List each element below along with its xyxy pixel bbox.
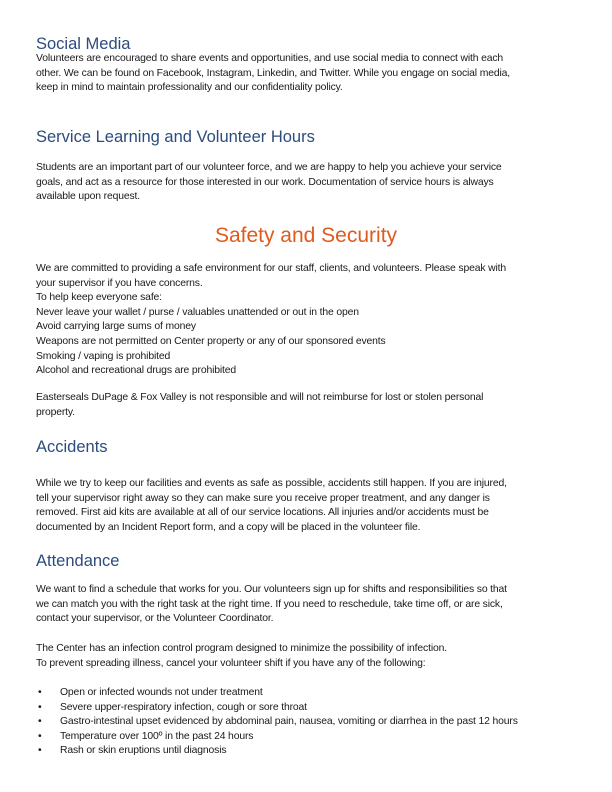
paragraph-line: removed. First aid kits are available at all of our service locations. All injuries and/or accidents must be <box>36 507 489 519</box>
service-learning-heading: Service Learning and Volunteer Hours <box>36 128 315 146</box>
list-item <box>36 744 581 759</box>
list-item <box>36 701 581 716</box>
list-item-text: Gastro-intestinal upset evidenced by abdominal pain, nausea, vomiting or diarrhea in the past 12 hours <box>60 716 518 728</box>
infection-control-paragraph <box>36 642 576 671</box>
safety-rule: Weapons are not permitted on Center property or any of our sponsored events <box>36 335 386 347</box>
accidents-paragraph <box>36 477 576 535</box>
paragraph-line: your supervisor if you have concerns. <box>36 277 203 289</box>
social-media-paragraph <box>36 52 576 96</box>
paragraph-line: documented by an Incident Report form, and a copy will be placed in the volunteer file. <box>36 521 421 533</box>
liability-disclaimer <box>36 391 576 420</box>
list-item <box>36 715 581 730</box>
safety-rule: Alcohol and recreational drugs are prohibited <box>36 365 237 377</box>
list-item-text: Open or infected wounds not under treatment <box>60 687 263 698</box>
bullet-icon: • <box>38 730 42 742</box>
attendance-paragraph <box>36 583 576 627</box>
paragraph-line: Easterseals DuPage & Fox Valley is not responsible and will not reimburse for lost or stolen personal <box>36 392 484 403</box>
list-item <box>36 686 581 701</box>
illness-symptom-list <box>36 686 581 759</box>
attendance-heading: Attendance <box>36 552 120 570</box>
accidents-heading: Accidents <box>36 438 108 456</box>
paragraph-line: We want to find a schedule that works for you. Our volunteers sign up for shifts and responsibilities so that <box>36 584 507 595</box>
service-learning-paragraph <box>36 161 576 205</box>
paragraph-line: While we try to keep our facilities and events as safe as possible, accidents still happen. If you are injured, <box>36 478 507 489</box>
list-item-text: Temperature over 100º in the past 24 hours <box>60 730 254 742</box>
safety-paragraph <box>36 262 576 379</box>
paragraph-line: To help keep everyone safe: <box>36 292 162 304</box>
list-item-text: Severe upper-respiratory infection, cough or sore throat <box>60 701 307 713</box>
paragraph-line: Students are an important part of our volunteer force, and we are happy to help you achieve your service <box>36 162 502 173</box>
paragraph-line: keep in mind to maintain professionality and our confidentiality policy. <box>36 82 343 94</box>
social-media-heading: Social Media <box>36 35 131 53</box>
list-item <box>36 730 581 745</box>
paragraph-line: To prevent spreading illness, cancel your volunteer shift if you have any of the following: <box>36 657 426 669</box>
paragraph-line: property. <box>36 406 75 418</box>
paragraph-line: contact your supervisor, or the Volunteer Coordinator. <box>36 613 274 625</box>
paragraph-line: The Center has an infection control program designed to minimize the possibility of infection. <box>36 643 447 654</box>
paragraph-line: tell your supervisor right away so they can make sure you receive proper treatment, and any danger is <box>36 492 490 504</box>
safety-rule: Smoking / vaping is prohibited <box>36 350 171 362</box>
safety-rule: Avoid carrying large sums of money <box>36 321 196 333</box>
paragraph-line: available upon request. <box>36 191 140 203</box>
paragraph-line: other. We can be found on Facebook, Instagram, Linkedin, and Twitter. While you engage on social media, <box>36 67 510 79</box>
bullet-icon: • <box>38 745 42 757</box>
bullet-icon: • <box>38 687 42 698</box>
paragraph-line: we can match you with the right task at the right time. If you need to reschedule, take time off, or are sick, <box>36 598 503 610</box>
bullet-icon: • <box>38 701 42 713</box>
paragraph-line: We are committed to providing a safe environment for our staff, clients, and volunteers. Please speak with <box>36 263 507 274</box>
bullet-icon: • <box>38 716 42 728</box>
safety-security-heading: Safety and Security <box>214 224 398 247</box>
paragraph-line: goals, and act as a resource for those interested in our work. Documentation of service hours is always <box>36 176 494 188</box>
list-item-text: Rash or skin eruptions until diagnosis <box>60 745 227 757</box>
paragraph-line: Volunteers are encouraged to share events and opportunities, and use social media to connect with each <box>36 53 504 64</box>
safety-rule: Never leave your wallet / purse / valuables unattended or out in the open <box>36 306 359 318</box>
